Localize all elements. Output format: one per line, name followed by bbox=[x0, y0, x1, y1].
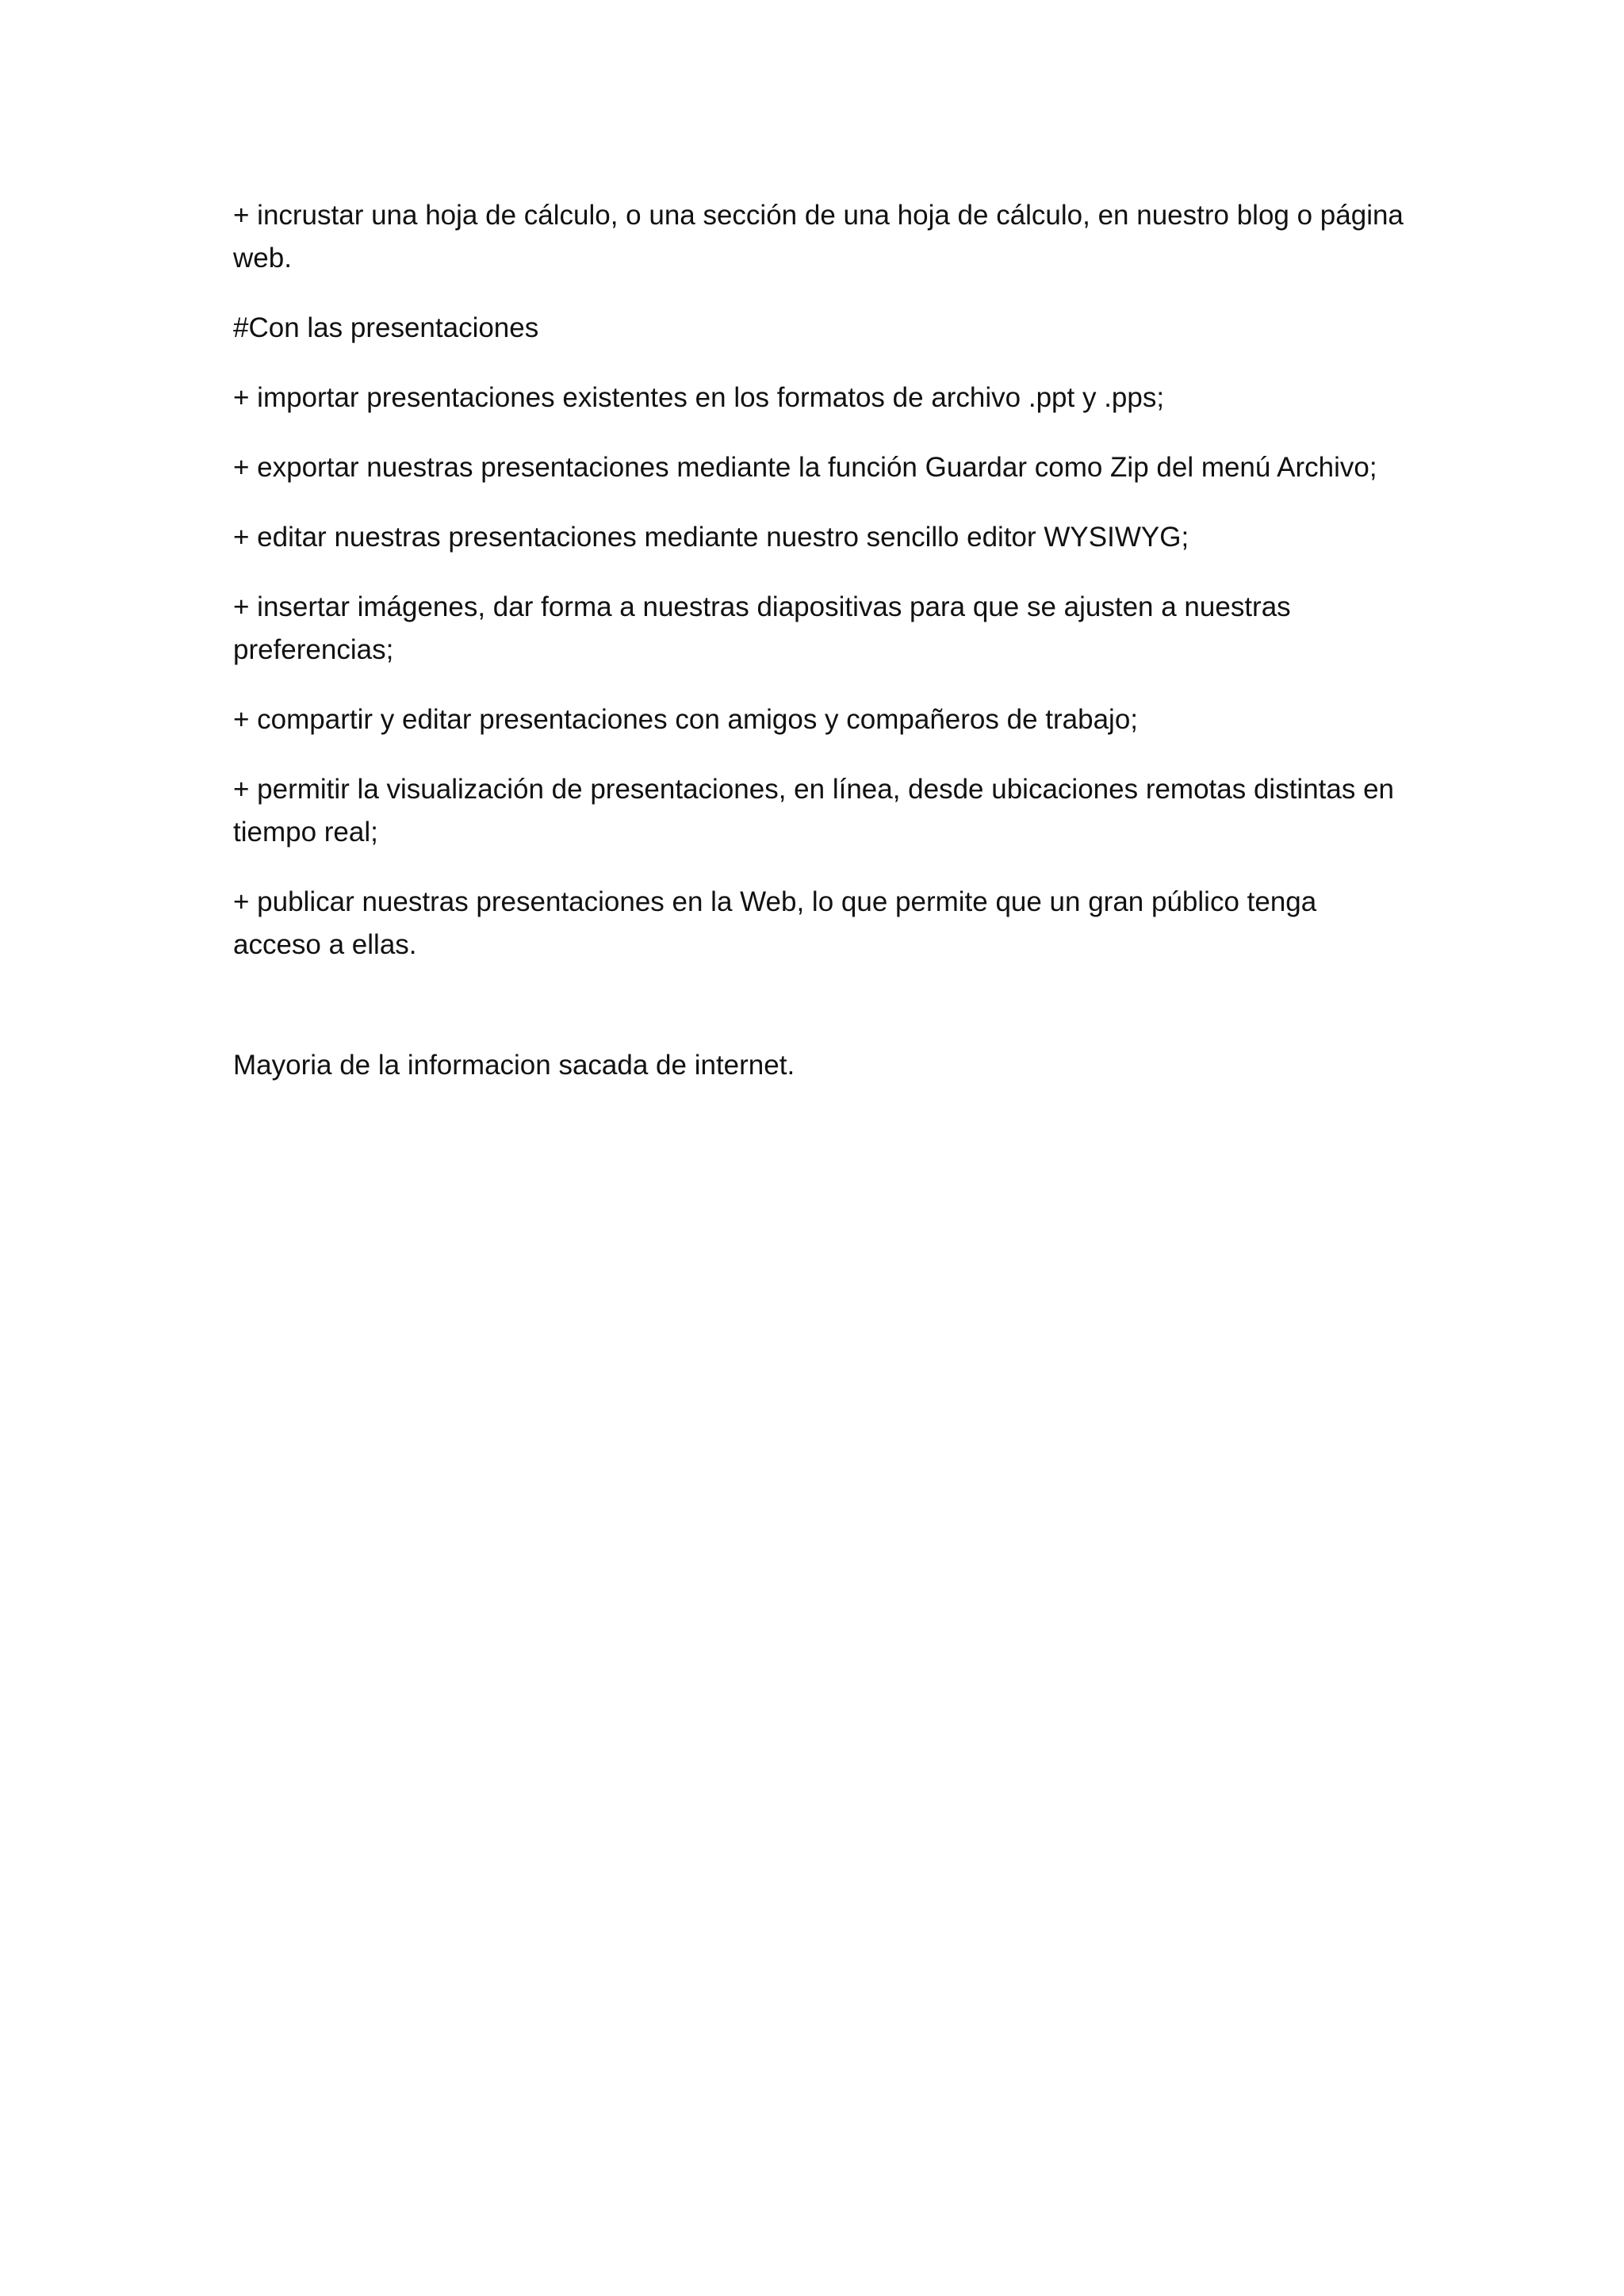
paragraph-remote-viewing: + permitir la visualización de presentaciones, en línea, desde ubicaciones remotas distintas en tiempo real; bbox=[233, 774, 1395, 848]
footer-note: Mayoria de la informacion sacada de internet. bbox=[233, 1050, 795, 1081]
blank-space bbox=[233, 993, 1407, 1044]
paragraph-insert-images: + insertar imágenes, dar forma a nuestras diapositivas para que se ajusten a nuestras preferencias; bbox=[233, 591, 1291, 665]
document-body bbox=[233, 194, 1407, 1114]
section-heading-presentations: #Con las presentaciones bbox=[233, 312, 539, 343]
paragraph-embed-spreadsheet: + incrustar una hoja de cálculo, o una sección de una hoja de cálculo, en nuestro blog o página web. bbox=[233, 200, 1404, 274]
paragraph-edit-presentations: + editar nuestras presentaciones mediante nuestro sencillo editor WYSIWYG; bbox=[233, 522, 1189, 553]
paragraph-import-presentations: + importar presentaciones existentes en los formatos de archivo .ppt y .pps; bbox=[233, 382, 1165, 413]
paragraph-share-edit: + compartir y editar presentaciones con amigos y compañeros de trabajo; bbox=[233, 704, 1139, 735]
paragraph-export-presentations: + exportar nuestras presentaciones mediante la función Guardar como Zip del menú Archivo; bbox=[233, 452, 1377, 483]
paragraph-publish-web: + publicar nuestras presentaciones en la Web, lo que permite que un gran público tenga acceso a ellas. bbox=[233, 886, 1317, 960]
